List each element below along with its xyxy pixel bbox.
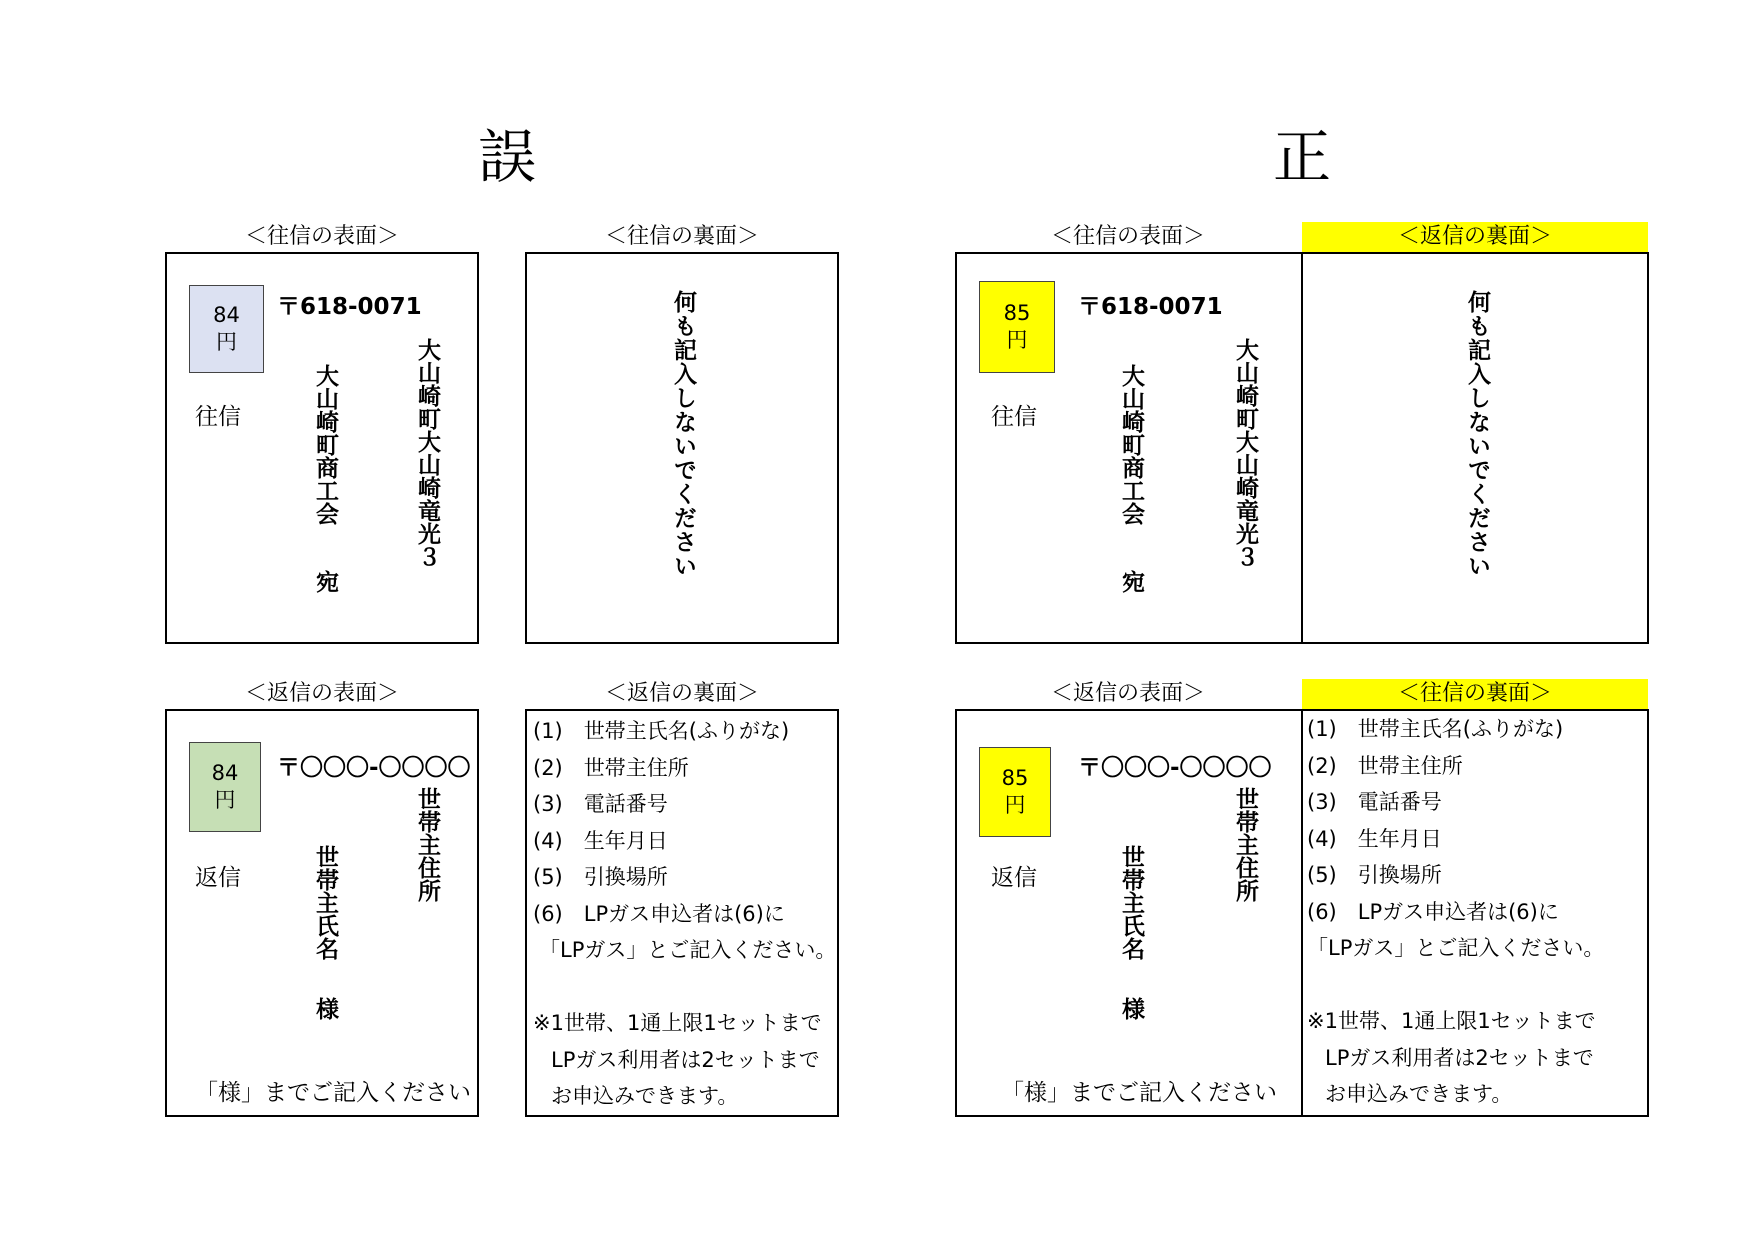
limit-note: LPガス利用者は2セットまで: [551, 1047, 820, 1072]
postal-code: 〒〇〇〇-〇〇〇〇: [1078, 755, 1272, 781]
householder-name: 世帯主氏名: [312, 845, 338, 960]
stamp-85-yen: [979, 747, 1051, 837]
correct-reply-front-label: ＜返信の表面＞: [1050, 681, 1205, 706]
stamp-value: 84: [211, 760, 239, 785]
honorific: 宛: [1118, 570, 1144, 593]
address: 大山崎町大山崎竜光３: [1232, 338, 1258, 568]
correct-heading: 正: [1273, 123, 1332, 191]
stamp-84-yen: [189, 742, 261, 832]
list-item: (2) 世帯主住所: [1307, 753, 1463, 778]
correct-reply-back-card: [1301, 252, 1649, 644]
list-item: (2) 世帯主住所: [533, 755, 689, 780]
stamp-84-yen: [189, 285, 264, 373]
wrong-reply-front-label: ＜返信の表面＞: [244, 681, 399, 706]
outgoing-mark: 往信: [195, 404, 241, 430]
stamp-unit: 円: [214, 788, 236, 812]
stamp-unit: 円: [1006, 328, 1028, 352]
addressee: 大山崎町商工会: [312, 364, 338, 525]
limit-note: お申込みできます。: [551, 1084, 739, 1108]
spacer: [533, 969, 836, 1006]
list-item: (5) 引換場所: [533, 865, 668, 889]
list-item: (5) 引換場所: [1307, 863, 1442, 887]
wrong-outgoing-front-card: [165, 252, 479, 644]
postal-code: 〒618-0071: [1078, 294, 1223, 320]
wrong-outgoing-back-label: ＜往信の裏面＞: [604, 224, 759, 249]
lp-gas-note: 「LPガス」とご記入ください。: [539, 938, 837, 962]
correct-reply-front-card: [955, 709, 1303, 1117]
list-item: (4) 生年月日: [1307, 826, 1442, 851]
correct-outgoing-back-card: [1301, 709, 1649, 1117]
wrong-reply-back-label: ＜返信の裏面＞: [604, 681, 759, 706]
lp-gas-note: 「LPガス」とご記入ください。: [1307, 936, 1605, 960]
stamp-unit: 円: [1004, 793, 1026, 817]
no-write-note: 何も記入しないでください: [1464, 290, 1490, 578]
householder-address: 世帯主住所: [414, 787, 440, 902]
spacer: [1307, 967, 1604, 1004]
outgoing-mark: 往信: [991, 404, 1037, 430]
no-write-note: 何も記入しないでください: [670, 290, 696, 578]
stamp-value: 85: [1001, 765, 1029, 790]
householder-address: 世帯主住所: [1232, 787, 1258, 902]
limit-note: お申込みできます。: [1325, 1082, 1513, 1106]
addressee: 大山崎町商工会: [1118, 364, 1144, 525]
required-items-list: [1307, 711, 1604, 1113]
limit-note: LPガス利用者は2セットまで: [1325, 1045, 1594, 1070]
correct-outgoing-back-label: ＜往信の裏面＞: [1302, 679, 1648, 709]
correct-reply-back-label: ＜返信の裏面＞: [1302, 222, 1648, 252]
list-item: (3) 電話番号: [1307, 790, 1442, 814]
stamp-unit: 円: [216, 330, 237, 354]
list-item: (4) 生年月日: [533, 828, 668, 853]
footer-instruction: 「様」までご記入ください: [195, 1080, 471, 1106]
required-items-list: [533, 713, 836, 1115]
stamp-value: 84: [213, 302, 240, 327]
wrong-reply-front-card: [165, 709, 479, 1117]
reply-mark: 返信: [991, 865, 1037, 891]
wrong-outgoing-back-card: [525, 252, 839, 644]
list-item: (1) 世帯主氏名(ふりがな): [533, 719, 790, 743]
wrong-reply-back-card: [525, 709, 839, 1117]
wrong-outgoing-front-label: ＜往信の表面＞: [244, 224, 399, 249]
address: 大山崎町大山崎竜光３: [414, 338, 440, 568]
list-item: (3) 電話番号: [533, 792, 668, 816]
footer-instruction: 「様」までご記入ください: [1001, 1080, 1277, 1106]
list-item: (6) LPガス申込者は(6)に: [533, 901, 785, 926]
limit-note: ※1世帯、1通上限1セットまで: [533, 1011, 822, 1035]
list-item: (6) LPガス申込者は(6)に: [1307, 899, 1559, 924]
wrong-heading: 誤: [478, 123, 537, 191]
list-item: (1) 世帯主氏名(ふりがな): [1307, 717, 1564, 741]
postal-code: 〒618-0071: [277, 294, 422, 320]
honorific: 様: [312, 997, 338, 1020]
correct-outgoing-front-card: [955, 252, 1303, 644]
postal-code: 〒〇〇〇-〇〇〇〇: [277, 755, 471, 781]
reply-mark: 返信: [195, 865, 241, 891]
correct-outgoing-front-label: ＜往信の表面＞: [1050, 224, 1205, 249]
stamp-85-yen: [979, 281, 1055, 373]
stamp-value: 85: [1003, 300, 1031, 325]
householder-name: 世帯主氏名: [1118, 845, 1144, 960]
limit-note: ※1世帯、1通上限1セットまで: [1307, 1009, 1596, 1033]
honorific: 宛: [312, 570, 338, 593]
honorific: 様: [1118, 997, 1144, 1020]
